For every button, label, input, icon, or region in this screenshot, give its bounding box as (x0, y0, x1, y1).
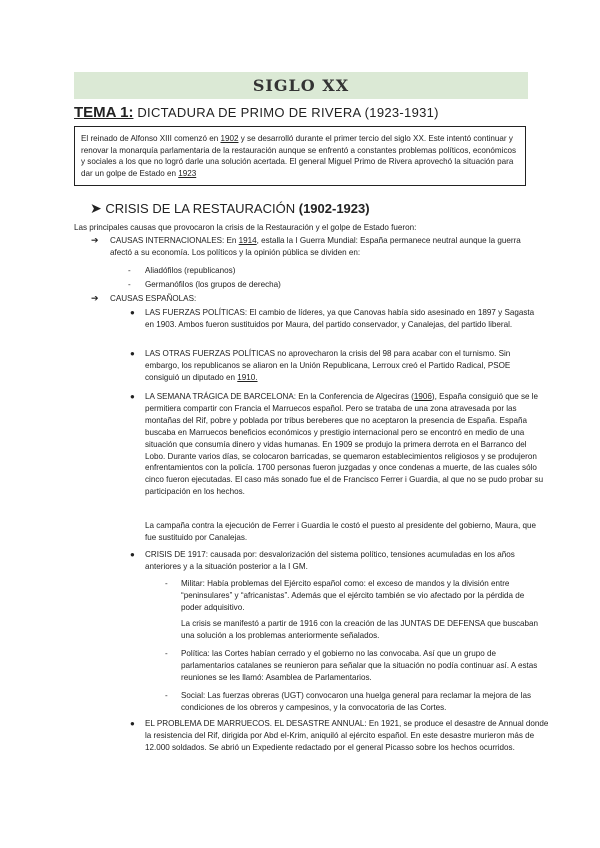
header-title: SIGLO XX (252, 76, 350, 95)
list-item: Aliadófilos (republicanos) (145, 266, 236, 275)
crisis-social: Social: Las fuerzas obreras (UGT) convocaron una huelga general para reclamar la mejora de las condiciones de los obreros y campesinos, y la convocatoria de las Cortes. (181, 691, 532, 712)
dash-bullet-icon: - (165, 649, 168, 658)
intro-year-1902: 1902 (220, 134, 239, 143)
intro-year-1923: 1923 (178, 168, 197, 178)
section-arrow-icon: ➤ (90, 200, 102, 216)
fuerzas-politicas: LAS FUERZAS POLÍTICAS: El cambio de líderes, ya que Canovas había sido asesinado en 1897 y Sagasta en 1903. Ambos fueron sustituidos por Maura, del partido conservador, y Canalejas, del partido liberal. (145, 308, 535, 329)
semana-tragica-consecuencia: La campaña contra la ejecución de Ferrer i Guardia le costó el puesto al presidente del gobierno, Maura, que fue sustituido por Canalejas. (145, 521, 536, 542)
dot-bullet-icon: ● (130, 550, 135, 559)
crisis-1917: CRISIS DE 1917: causada por: desvalorización del sistema político, tensiones acumuladas en los años anteriores y a la situación posterior a la I GM. (145, 550, 515, 571)
crisis-politica: Política: las Cortes habían cerrado y el gobierno no las convocaba. Así que un grupo de parlamentarios catalanes se reunieron para señalar que la situación no podía continuar así. A estas reuniones se les llamó: Asamblea de Parlamentarios. (181, 649, 538, 682)
intro-text-1: El reinado de Alfonso XIII comenzó en (81, 134, 221, 143)
list-item: Germanófilos (los grupos de derecha) (145, 280, 281, 289)
dot-bullet-icon: ● (130, 349, 135, 358)
problema-marruecos: EL PROBLEMA DE MARRUECOS. EL DESASTRE ANNUAL: En 1921, se produce el desastre de Annual donde la resistencia del Rif, dirigida por Abd el-Krim, aniquiló al ejército español. En este desastre murieron más de 12.000 soldados. Se abrió un Expediente redactado por el general Picasso sobre los hechos ocurridos. (145, 719, 549, 752)
arrow-bullet-icon: ➔ (91, 293, 99, 303)
dot-bullet-icon: ● (130, 308, 135, 317)
dash-bullet-icon: - (128, 266, 131, 275)
semana-text-1: LA SEMANA TRÁGICA DE BARCELONA: En la Conferencia de Algeciras ( (145, 392, 414, 401)
internacionales-text-2: , estalla la I Guerra Mundial: España permanece neutral aunque la guerra afectó a su economía. Los políticos y la opinión pública se dividen en: (110, 236, 521, 257)
section-years: (1902-1923) (298, 201, 370, 216)
section-heading (90, 200, 370, 217)
intro-text-2: y se desarrolló durante el primer tercio del siglo XX. Este intentó continuar y renovar la monarquía parlamentaria de la restauración aunque se enfrentó a constantes problemas políticos, económicos y sociales a los que no logró darle una solución acertada. El general Miguel Primo de Rivera aprovechó la situación para dar un golpe de Estado en (81, 134, 517, 178)
dash-bullet-icon: - (165, 691, 168, 700)
otras-year: 1910. (237, 372, 258, 382)
semana-year: 1906 (413, 392, 432, 401)
semana-text-2: ), España consiguió que se le permitiera compartir con Francia el Marruecos español. Pero se trataba de una zona atravesada por las montañas del Rif, pobre y poblada por tribus bereberes que no aceptaron la presencia de España. España buscaba en Marruecos beneficios económicos y prestigio internacional pero se encontró en medio de una situación que consumía dinero y vidas humanas. En 1909 se produjo la primera derrota en el Barranco del Lobo. Durante varios días, se colocaron barricadas, se quemaron establecimientos religiosos y se produjeron enfrentamientos con la policía. 1700 personas fueron juzgadas y once condenas a muerte, de las cuales sólo cinco fueron ejecutadas. El caso más sonado fue el de Francisco Ferrer i Guardia, al que no se pudo probar su participación en los hechos. (145, 392, 544, 497)
section-title: CRISIS DE LA RESTAURACIÓN (105, 201, 296, 216)
header-banner (74, 72, 528, 99)
causes-intro: Las principales causas que provocaron la crisis de la Restauración y el golpe de Estado fueron: (74, 223, 417, 232)
tema-label: TEMA 1: (74, 104, 134, 121)
arrow-bullet-icon: ➔ (91, 235, 99, 245)
intro-box (74, 126, 526, 186)
crisis-militar: Militar: Había problemas del Ejército español como: el exceso de mandos y la división entre “peninsulares” y “africanistas”. Además que el ejército también se vio afectado por la pérdida de poder adquisitivo. (181, 579, 525, 612)
causas-espanolas-label: CAUSAS ESPAÑOLAS: (110, 294, 197, 303)
semana-tragica (145, 391, 547, 498)
crisis-militar-juntas: La crisis se manifestó a partir de 1916 con la creación de las JUNTAS DE DEFENSA que buscaban una solución a los problemas anteriormente señalados. (181, 619, 539, 640)
internacionales-text-1: CAUSAS INTERNACIONALES: En (110, 236, 239, 245)
tema-title: DICTADURA DE PRIMO DE RIVERA (1923-1931) (137, 105, 439, 120)
otras-fuerzas-politicas (145, 348, 545, 384)
tema-heading (74, 103, 544, 122)
internacionales-year: 1914 (238, 236, 257, 245)
otras-text: LAS OTRAS FUERZAS POLÍTICAS no aprovecharon la crisis del 98 para acabar con el turnismo. Sin embargo, los republicanos se aliaron en la Unión Republicana, Lerroux creó el Partido Radical, PSOE consiguió un diputado en (145, 349, 511, 382)
dot-bullet-icon: ● (130, 392, 135, 401)
dash-bullet-icon: - (128, 280, 131, 289)
dot-bullet-icon: ● (130, 719, 135, 728)
causas-internacionales (110, 235, 530, 259)
dash-bullet-icon: - (165, 579, 168, 588)
